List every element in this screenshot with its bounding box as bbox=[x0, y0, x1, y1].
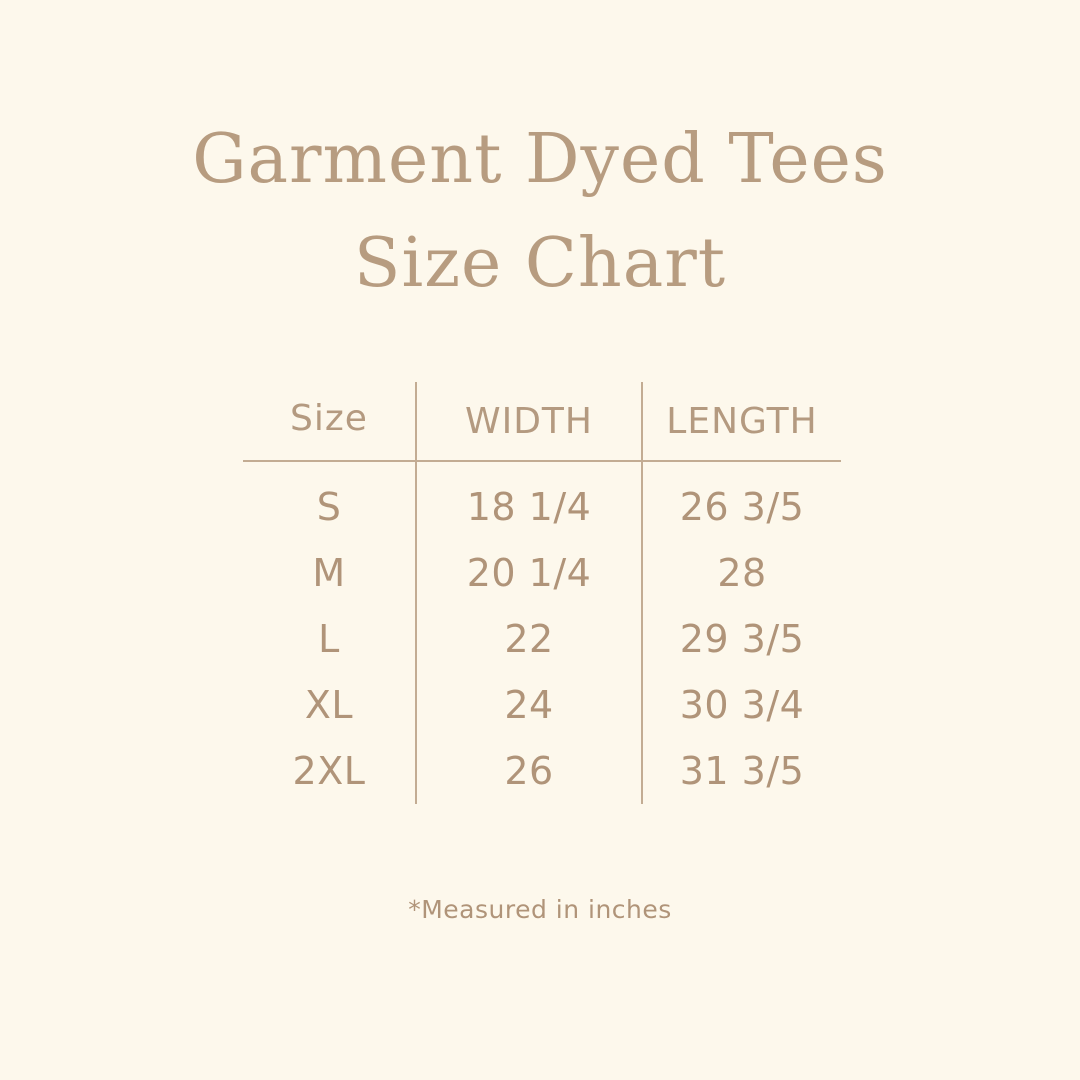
table-row bbox=[243, 606, 841, 672]
cell-length: 26 3/5 bbox=[679, 485, 805, 529]
size-chart-table-wrapper bbox=[243, 382, 837, 804]
cell-width: 22 bbox=[416, 606, 642, 672]
column-header-size: Size bbox=[290, 397, 368, 439]
cell-size: S bbox=[316, 485, 342, 529]
size-chart-table bbox=[243, 382, 841, 804]
cell-length: 29 3/5 bbox=[679, 617, 805, 661]
table-row bbox=[243, 540, 841, 606]
table-row bbox=[243, 738, 841, 804]
table-row bbox=[243, 461, 841, 540]
table-row bbox=[243, 672, 841, 738]
cell-size: 2XL bbox=[292, 749, 366, 793]
cell-width: 24 bbox=[416, 672, 642, 738]
cell-size: L bbox=[318, 617, 340, 661]
table-header-row bbox=[243, 382, 841, 461]
cell-size: XL bbox=[304, 683, 354, 727]
cell-width: 26 bbox=[416, 738, 642, 804]
measurement-footnote: *Measured in inches bbox=[408, 895, 672, 924]
title-line-2: Size Chart bbox=[353, 224, 727, 303]
table-header bbox=[243, 382, 841, 461]
cell-length: 28 bbox=[717, 551, 767, 595]
cell-length: 30 3/4 bbox=[679, 683, 805, 727]
column-header-length: LENGTH bbox=[666, 400, 818, 442]
page-title bbox=[0, 108, 1080, 316]
cell-length: 31 3/5 bbox=[679, 749, 805, 793]
cell-width: 20 1/4 bbox=[416, 540, 642, 606]
cell-size: M bbox=[312, 551, 346, 595]
cell-width: 18 1/4 bbox=[416, 461, 642, 540]
column-header-width: WIDTH bbox=[416, 382, 642, 461]
title-line-1: Garment Dyed Tees bbox=[192, 120, 888, 199]
table-body bbox=[243, 461, 841, 804]
